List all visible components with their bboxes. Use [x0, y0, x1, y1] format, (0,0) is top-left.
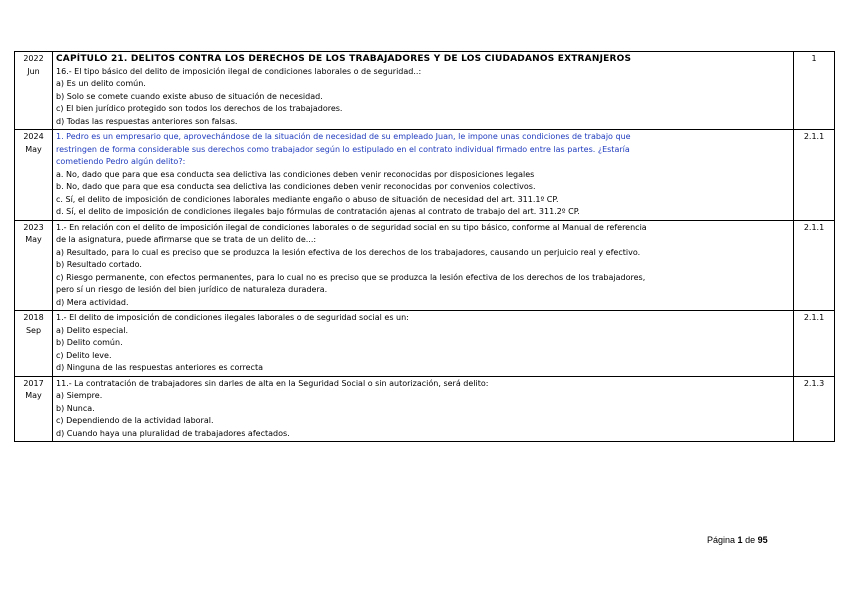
answer-option: b. No, dado que para que esa conducta sea delictiva las condiciones deben venir reconocidas por convenios colectivos. — [56, 182, 536, 191]
answer-option: b) Nunca. — [56, 403, 95, 413]
question-text: 1.- En relación con el delito de imposición ilegal de condiciones laborales o de seguridad social en su tipo básico, conforme al Manual de referencia — [56, 222, 647, 232]
answer-option: c) Delito leve. — [56, 350, 112, 360]
chapter-title: CAPÍTULO 21. DELITOS CONTRA LOS DERECHOS DE LOS TRABAJADORES Y DE LOS CIUDADANOS EXTRANJEROS — [56, 54, 632, 64]
table-row — [15, 130, 835, 221]
answer-option: b) Resultado cortado. — [56, 260, 142, 269]
month: May — [25, 235, 42, 244]
year: 2024 — [23, 132, 44, 141]
question-text: de la asignatura, puede afirmarse que se trata de un delito de...: — [56, 235, 317, 244]
month: May — [25, 144, 42, 154]
question-text: restringen de forma considerable sus derechos como trabajador según lo estipulado en el contrato individual firmado entre las partes. ¿Estaría — [56, 144, 630, 154]
question-text: 16.- El tipo básico del delito de imposición ilegal de condiciones laborales o de seguridad..: — [56, 66, 422, 76]
answer-option: c) El bien jurídico protegido son todos los derechos de los trabajadores. — [56, 104, 343, 113]
question-cell — [53, 376, 794, 442]
question-cell — [53, 220, 794, 311]
table-row — [15, 311, 835, 377]
year: 2022 — [23, 54, 44, 63]
answer-option: c) Dependiendo de la actividad laboral. — [56, 416, 214, 425]
year-cell — [15, 52, 53, 130]
page-number: 1 — [737, 535, 743, 545]
exam-questions-table — [14, 51, 835, 442]
answer-option: a) Resultado, para lo cual es preciso que se produzca la lesión efectiva de los derechos de los trabajadores, causando un perjuicio real y efectivo. — [56, 247, 641, 257]
month: May — [25, 391, 42, 400]
year-cell — [15, 311, 53, 377]
answer-option: d) Todas las respuestas anteriores son falsas. — [56, 116, 238, 126]
year: 2017 — [23, 378, 44, 388]
year-cell — [15, 130, 53, 221]
year-cell — [15, 220, 53, 311]
answer-option: a) Es un delito común. — [56, 79, 146, 88]
topic-code: 1 — [794, 52, 835, 130]
page-total: 95 — [757, 535, 768, 545]
answer-option: d) Ninguna de las respuestas anteriores es correcta — [56, 363, 263, 372]
year: 2023 — [23, 222, 44, 232]
topic-code: 2.1.1 — [794, 311, 835, 377]
answer-option: d. Sí, el delito de imposición de condiciones ilegales bajo fórmulas de contratación ajenas al contrato de trabajo del art. 311.2º CP. — [56, 207, 580, 216]
question-text: 1.- El delito de imposición de condiciones ilegales laborales o de seguridad social es un: — [56, 313, 409, 322]
month: Sep — [25, 325, 42, 335]
question-text: 11.- La contratación de trabajadores sin darles de alta en la Seguridad Social o sin autorización, será delito: — [56, 378, 489, 388]
answer-option: d) Cuando haya una pluralidad de trabajadores afectados. — [56, 428, 290, 438]
page-of-label: de — [745, 535, 756, 545]
question-cell — [53, 130, 794, 221]
table-row — [15, 376, 835, 442]
answer-option: a) Siempre. — [56, 391, 103, 400]
topic-code: 2.1.1 — [794, 220, 835, 311]
answer-option: a. No, dado que para que esa conducta sea delictiva las condiciones deben venir reconocidas por disposiciones legales — [56, 169, 535, 179]
topic-code: 2.1.1 — [794, 130, 835, 221]
year-cell — [15, 376, 53, 442]
answer-option: pero sí un riesgo de lesión del bien jurídico de naturaleza duradera. — [56, 285, 328, 294]
month: Jun — [27, 66, 40, 76]
year: 2018 — [23, 313, 44, 322]
question-text: cometiendo Pedro algún delito?: — [56, 157, 186, 166]
question-cell — [53, 311, 794, 377]
answer-option: b) Solo se comete cuando existe abuso de situación de necesidad. — [56, 91, 323, 101]
answer-option: c. Sí, el delito de imposición de condiciones laborales mediante engaño o abuso de situación de necesidad del art. 311.1º CP. — [56, 194, 559, 204]
answer-option: b) Delito común. — [56, 338, 123, 347]
question-text: 1. Pedro es un empresario que, aprovechándose de la situación de necesidad de su empleado Juan, le impone unas condiciones de trabajo que — [56, 132, 631, 141]
page-footer — [707, 535, 768, 545]
answer-option: c) Riesgo permanente, con efectos permanentes, para lo cual no es preciso que se produzca la lesión efectiva de los derechos de los trabajadores, — [56, 272, 646, 282]
topic-code: 2.1.3 — [794, 376, 835, 442]
page-label: Página — [707, 535, 736, 545]
answer-option: a) Delito especial. — [56, 325, 129, 335]
question-cell — [53, 52, 794, 130]
answer-option: d) Mera actividad. — [56, 297, 129, 307]
table-row — [15, 220, 835, 311]
table-row — [15, 52, 835, 130]
